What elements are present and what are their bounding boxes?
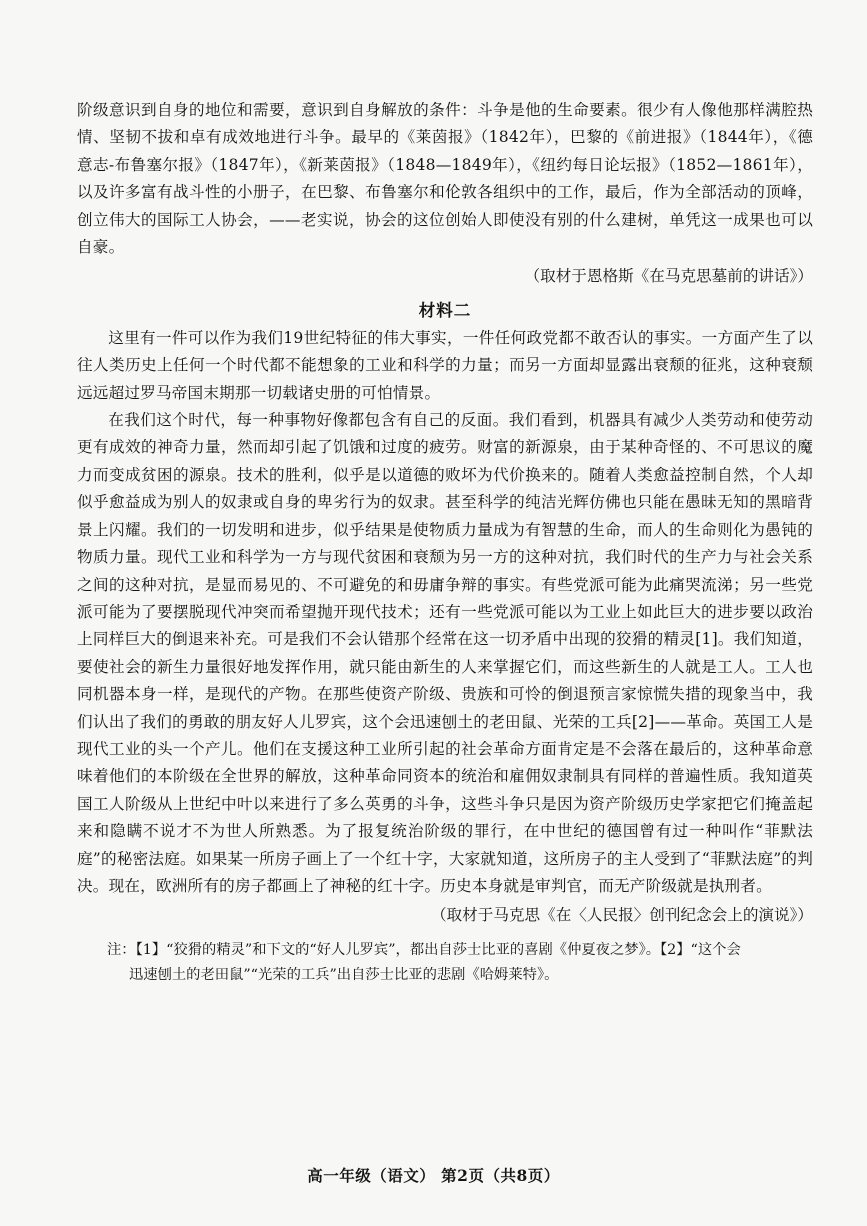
page-footer: 高一年级（语文） 第2页（共8页） — [307, 1166, 560, 1185]
material-two-paragraph-1: 这里有一件可以作为我们19世纪特征的伟大事实，一件任何政党都不敢否认的事实。一方面产生了以往人类历史上任何一个时代都不能想象的工业和科学的力量；而另一方面却显露出衰颓的征兆，这种衰颓远远超过罗马帝国末期那一切载诸史册的可怕情景。 — [77, 328, 813, 402]
material-two-heading: 材料二 — [418, 300, 472, 320]
material-one-paragraph: 阶级意识到自身的地位和需要，意识到自身解放的条件：斗争是他的生命要素。很少有人像他那样满腔热情、坚韧不拔和卓有成效地进行斗争。最早的《莱茵报》（1842年），巴黎的《前进报》（1844年），《德意志-布鲁塞尔报》（1847年），《新莱茵报》（1848—1849年），《纽约每日论坛报》（1852—1861年），以及许多富有战斗性的小册子，在巴黎、布鲁塞尔和伦敦各组织中的工作，最后，作为全部活动的顶峰，创立伟大的国际工人协会，——老实说，协会的这位创始人即使没有别的什么建树，单凭这一成果也可以自豪。 — [77, 101, 813, 257]
material-one-source: （取材于恩格斯《在马克思墓前的讲话》） — [524, 267, 813, 286]
material-two-source: （取材于马克思《在〈人民报〉创刊纪念会上的演说》） — [430, 906, 813, 925]
footnote-line-2: 迅速刨土的老田鼠”“光荣的工兵”出自莎士比亚的悲剧《哈姆莱特》。 — [129, 966, 559, 983]
footnote-line-1: 注：【1】“狡猾的精灵”和下文的“好人儿罗宾”，都出自莎士比亚的喜剧《仲夏夜之梦》。【2】“这个会 — [107, 941, 741, 958]
material-two-paragraph-2: 在我们这个时代，每一种事物好像都包含有自己的反面。我们看到，机器具有减少人类劳动和使劳动更有成效的神奇力量，然而却引起了饥饿和过度的疲劳。财富的新源泉，由于某种奇怪的、不可思议的魔力而变成贫困的源泉。技术的胜利，似乎是以道德的败坏为代价换来的。随着人类愈益控制自然，个人却似乎愈益成为别人的奴隶或自身的卑劣行为的奴隶。甚至科学的纯洁光辉仿佛也只能在愚昧无知的黑暗背景上闪耀。我们的一切发明和进步，似乎结果是使物质力量成为有智慧的生命，而人的生命则化为愚钝的物质力量。现代工业和科学为一方与现代贫困和衰颓为另一方的这种对抗，我们时代的生产力与社会关系之间的这种对抗，是显而易见的、不可避免的和毋庸争辩的事实。有些党派可能为此痛哭流涕；另一些党派可能为了要摆脱现代冲突而希望抛开现代技术；还有一些党派可能以为工业上如此巨大的进步要以政治上同样巨大的倒退来补充。可是我们不会认错那个经常在这一切矛盾中出现的狡猾的精灵[1]。我们知道，要使社会的新生力量很好地发挥作用，就只能由新生的人来掌握它们，而这些新生的人就是工人。工人也同机器本身一样，是现代的产物。在那些使资产阶级、贵族和可怜的倒退预言家惊慌失措的现象当中，我们认出了我们的勇敢的朋友好人儿罗宾，这个会迅速刨土的老田鼠、光荣的工兵[2]——革命。英国工人是现代工业的头一个产儿。他们在支援这种工业所引起的社会革命方面肯定是不会落在最后的，这种革命意味着他们的本阶级在全世界的解放，这种革命同资本的统治和雇佣奴隶制具有同样的普遍性质。我知道英国工人阶级从上世纪中叶以来进行了多么英勇的斗争，这些斗争只是因为资产阶级历史学家把它们掩盖起来和隐瞒不说才不为世人所熟悉。为了报复统治阶级的罪行，在中世纪的德国曾有过一种叫作“菲默法庭”的秘密法庭。如果某一所房子画上了一个红十字，大家就知道，这所房子的主人受到了“菲默法庭”的判决。现在，欧洲所有的房子都画上了神秘的红十字。历史本身就是审判官，而无产阶级就是执刑者。 — [77, 411, 813, 895]
